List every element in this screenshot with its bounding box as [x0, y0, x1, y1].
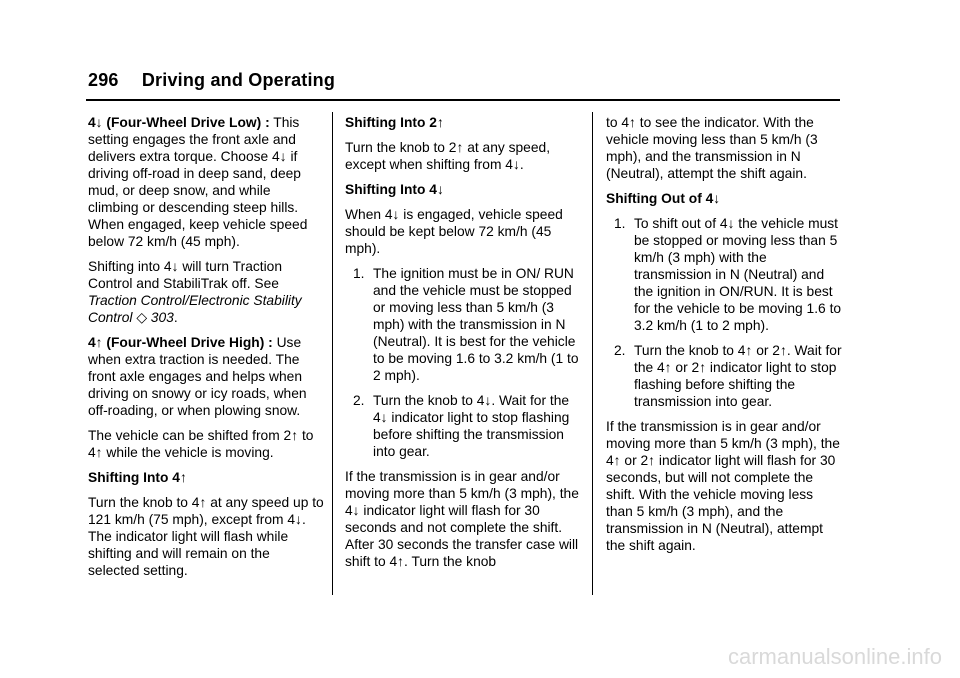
step-text: Turn the knob to 4↑ or 2↑. Wait for the 4↑ or 2↑ indicator light to stop flashing before shifting the transmission into gear. — [634, 343, 842, 409]
paragraph-gear-warning: If the transmission is in gear and/or moving more than 5 km/h (3 mph), the 4↓ indicator light will flash for 30 seconds and not complete the shift. After 30 seconds the transfer case will shift to 4↑. Turn the knob — [345, 469, 579, 569]
paragraph-shift-from-2: The vehicle can be shifted from 2↑ to 4↑ while the vehicle is moving. — [88, 428, 314, 460]
column-divider — [592, 112, 593, 595]
paragraph-fwd-low — [88, 114, 324, 250]
list-item — [606, 342, 842, 410]
paragraph-into-4-low: When 4↓ is engaged, vehicle speed should be kept below 72 km/h (45 mph). — [345, 207, 563, 256]
traction-text: Shifting into 4↓ will turn Traction Control and StabiliTrak off. See — [88, 259, 283, 291]
paragraph-into-2: Turn the knob to 2↑ at any speed, except when shifting from 4↓. — [345, 140, 551, 172]
fwd-high-label: 4↑ (Four-Wheel Drive High) : — [88, 335, 273, 350]
step-number: 2. — [353, 393, 365, 408]
column-2 — [345, 114, 581, 578]
step-number: 1. — [353, 266, 365, 281]
step-text: To shift out of 4↓ the vehicle must be stopped or moving less than 5 km/h (3 mph) with the transmission in N (Neutral) and the ignition in ON/RUN. It is best for the vehicle to be moving 1.6 to 3.2 km/h (1 to 2 mph). — [634, 216, 842, 333]
heading-out-of-4-low: Shifting Out of 4↓ — [606, 191, 721, 206]
list-item — [345, 265, 581, 384]
watermark: carmanualsonline.info — [727, 644, 942, 669]
steps-into-4-low — [345, 265, 581, 460]
page-ref-icon: ◇ — [136, 310, 147, 325]
list-item — [606, 215, 842, 334]
step-number: 1. — [614, 216, 626, 231]
paragraph-traction: Shifting into 4↓ will turn Traction Control and StabiliTrak off. See Traction Control/Electronic Stability Control ◇ 303. — [88, 259, 302, 325]
column-divider — [332, 112, 333, 595]
paragraph-fwd-high — [88, 334, 324, 419]
fwd-low-text: This setting engages the front axle and delivers extra torque. Choose 4↓ if driving off-road in deep sand, deep mud, or deep snow, and while climbing or descending steep hills. When engaged, keep vehicle speed below 72 km/h (45 mph). — [88, 115, 308, 249]
heading-into-4-high: Shifting Into 4↑ — [88, 470, 187, 485]
fwd-high-text: Use when extra traction is needed. The front axle engages and helps when driving on snowy or icy roads, when off-roading, or when plowing snow. — [88, 335, 307, 418]
fwd-low-label: 4↓ (Four-Wheel Drive Low) : — [88, 115, 270, 130]
paragraph-into-4-high: Turn the knob to 4↑ at any speed up to 121 km/h (75 mph), except from 4↓. The indicator light will flash while shifting and will remain on the selected setting. — [88, 495, 324, 578]
step-text: Turn the knob to 4↓. Wait for the 4↓ indicator light to stop flashing before shifting the transmission into gear. — [373, 393, 570, 459]
traction-page-ref[interactable]: 303 — [150, 310, 174, 325]
column-1 — [88, 114, 324, 587]
header-rule — [86, 99, 840, 101]
traction-ref-link[interactable]: Traction Control/Electronic Stability Control — [88, 293, 302, 325]
page-header — [88, 70, 335, 91]
steps-out-of-4-low — [606, 215, 842, 410]
page-number: 296 — [88, 70, 119, 90]
section-title: Driving and Operating — [141, 70, 336, 90]
paragraph-gear-warning: If the transmission is in gear and/or moving more than 5 km/h (3 mph), the 4↑ or 2↑ indicator light will flash for 30 seconds, but will not complete the shift. With the vehicle moving less than 5 km/h (3 mph), and the transmission in N (Neutral), attempt the shift again. — [606, 419, 840, 553]
list-item — [345, 392, 581, 460]
step-number: 2. — [614, 343, 626, 358]
heading-into-4-low: Shifting Into 4↓ — [345, 182, 444, 197]
step-text: The ignition must be in ON/ RUN and the vehicle must be stopped or moving less than 5 km/h (3 mph) with the transmission in N (Neutral). It is best for the vehicle to be moving 1.6 to 3.2 km/h (1 to 2 mph). — [373, 266, 579, 383]
column-3 — [606, 114, 842, 562]
paragraph-continued: to 4↑ to see the indicator. With the vehicle moving less than 5 km/h (3 mph), and the transmission in N (Neutral), attempt the shift again. — [606, 115, 818, 181]
heading-into-2: Shifting Into 2↑ — [345, 115, 444, 130]
